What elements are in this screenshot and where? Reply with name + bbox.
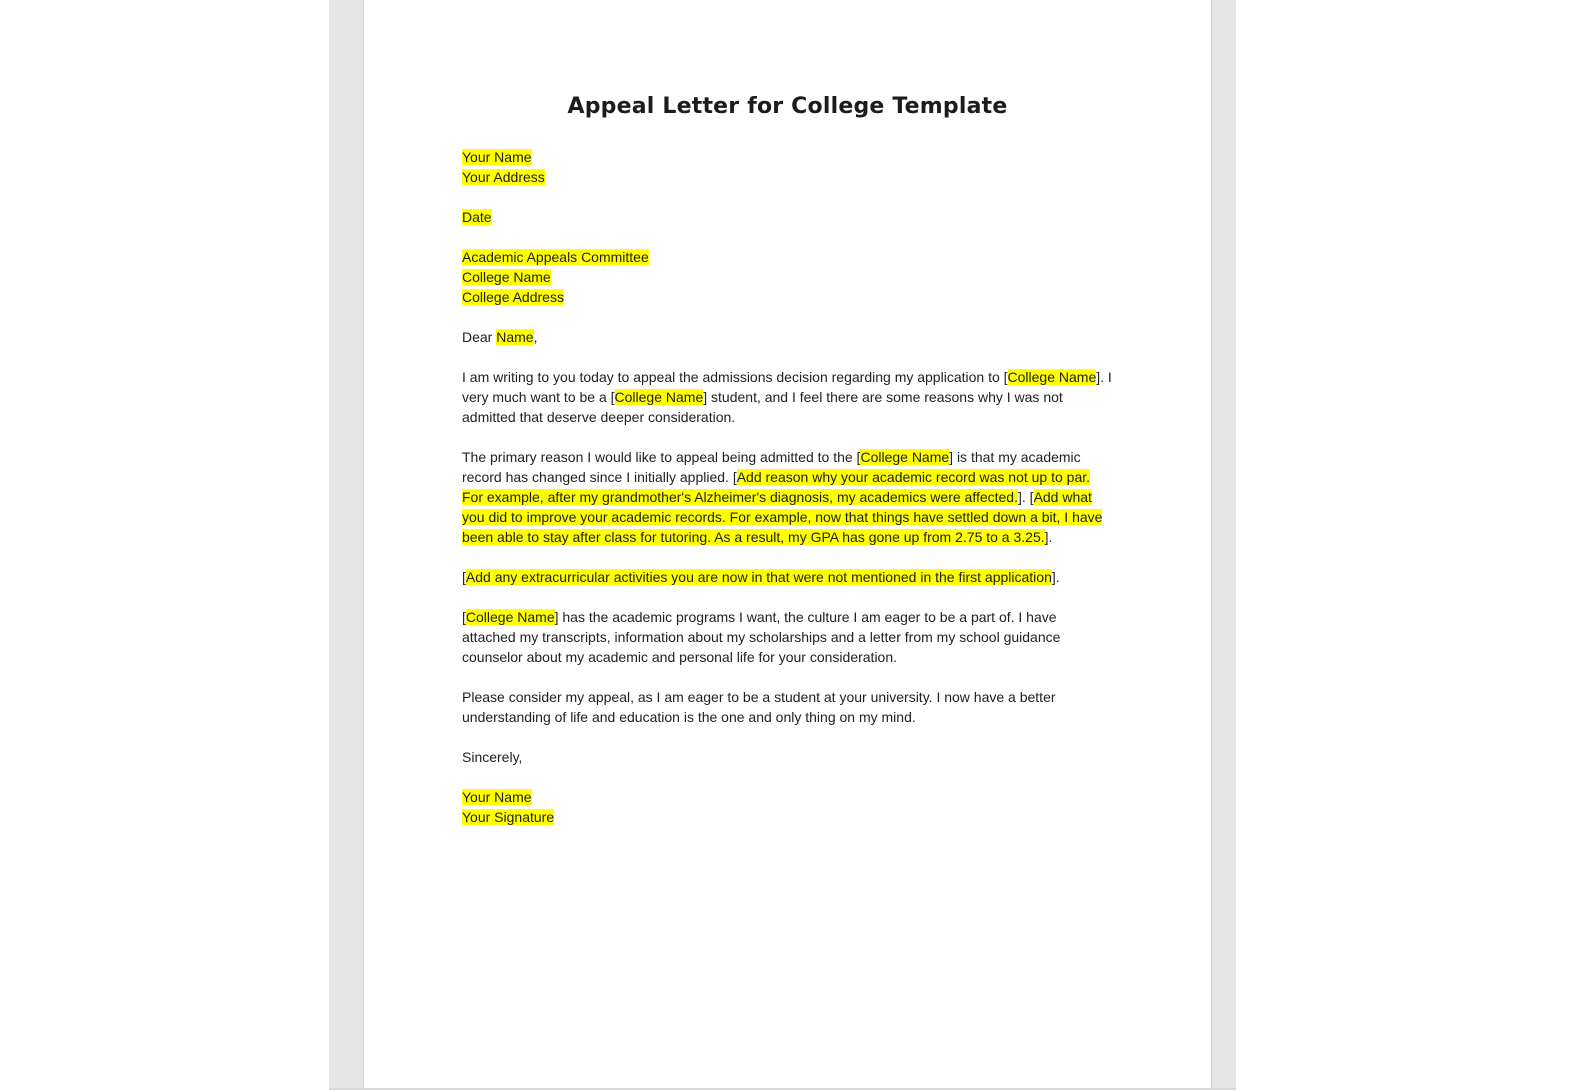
placeholder-college-name[interactable]: College Name [860, 449, 950, 465]
placeholder-academic-reason[interactable]: Add reason why your academic record was not up to par. For example, after my grandmother's Alzheimer's diagnosis, my academics were affected. [462, 469, 1091, 505]
recipient-college-address[interactable]: College Address [462, 289, 564, 305]
paragraph-3-text: ]. [1051, 569, 1060, 585]
paragraph-2-text: ]. [ [1018, 489, 1034, 505]
paragraph-2-text: ]. [1044, 529, 1053, 545]
paragraph-3 [462, 567, 1112, 587]
paragraph-1 [462, 367, 1112, 427]
document-title: Appeal Letter for College Template [567, 94, 1008, 119]
paragraph-3-text: [ [462, 569, 466, 585]
sender-block [462, 147, 1112, 187]
paragraph-1-text: I am writing to you today to appeal the admissions decision regarding my application to [ [462, 369, 1008, 385]
placeholder-improvement[interactable]: Add what you did to improve your academic records. For example, now that things have settled down a bit, I have been able to stay after class for tutoring. As a result, my GPA has gone up from 2.75 to a 3.25. [462, 489, 1103, 545]
placeholder-college-name[interactable]: College Name [465, 609, 555, 625]
placeholder-college-name[interactable]: College Name [614, 389, 704, 405]
paragraph-4 [462, 607, 1112, 667]
salutation-prefix: Dear [462, 329, 497, 345]
closing: Sincerely, [462, 749, 523, 765]
recipient-committee[interactable]: Academic Appeals Committee [462, 249, 649, 265]
paragraph-2-text: ] is that my academic record has changed since I initially applied. [ [462, 449, 1081, 485]
salutation-name[interactable]: Name [496, 329, 534, 345]
placeholder-college-name[interactable]: College Name [1007, 369, 1097, 385]
canvas-divider [329, 1088, 1236, 1090]
recipient-block [462, 247, 1112, 307]
paragraph-4-text: [ [462, 609, 466, 625]
paragraph-2-text: The primary reason I would like to appeal being admitted to the [ [462, 449, 861, 465]
sender-name[interactable]: Your Name [462, 149, 532, 165]
paragraph-5: Please consider my appeal, as I am eager to be a student at your university. I now have a better understanding of life and education is the one and only thing on my mind. [462, 689, 1056, 725]
sender-address[interactable]: Your Address [462, 169, 545, 185]
salutation [462, 327, 1112, 347]
paragraph-1-text: ] student, and I feel there are some reasons why I was not admitted that deserve deeper consideration. [462, 389, 1063, 425]
signature-line[interactable]: Your Signature [462, 809, 555, 825]
signature-block [462, 787, 1112, 827]
letter-date[interactable]: Date [462, 209, 492, 225]
paragraph-1-text: ]. I very much want to be a [ [462, 369, 1112, 405]
document-page[interactable] [363, 0, 1212, 1088]
letter-body[interactable] [462, 147, 1112, 847]
paragraph-2 [462, 447, 1112, 547]
salutation-suffix: , [533, 329, 538, 345]
recipient-college-name[interactable]: College Name [462, 269, 551, 285]
paragraph-4-text: ] has the academic programs I want, the culture I am eager to be a part of. I have attached my transcripts, information about my scholarships and a letter from my school guidance counselor about my academic and personal life for your consideration. [462, 609, 1061, 665]
date-block [462, 207, 1112, 227]
placeholder-extracurricular[interactable]: Add any extracurricular activities you are now in that were not mentioned in the first application [465, 569, 1052, 585]
signature-name[interactable]: Your Name [462, 789, 532, 805]
